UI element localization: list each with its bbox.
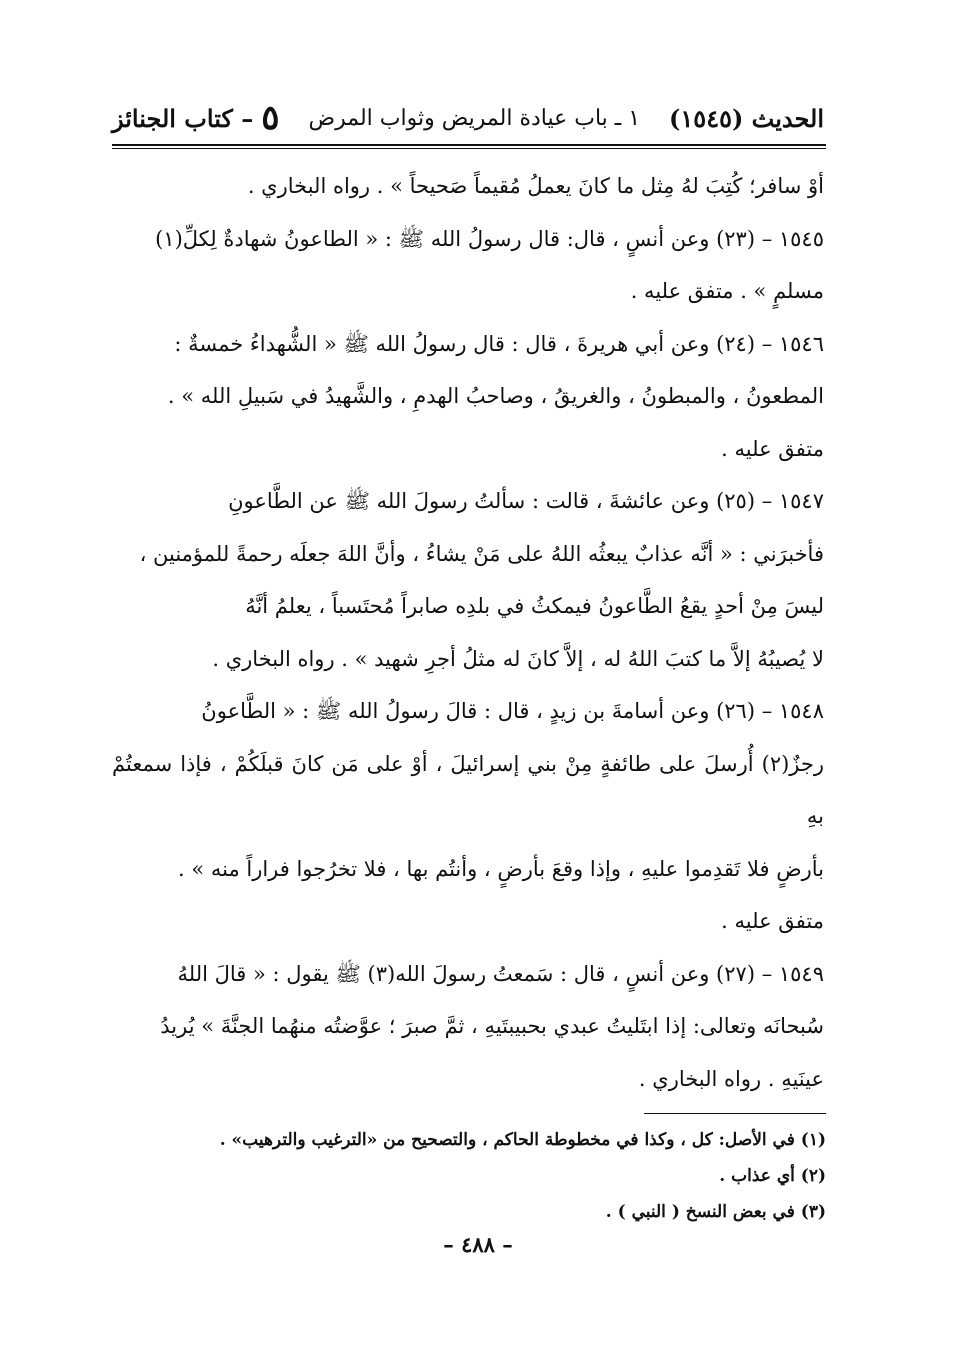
footnote-2: (٢) أي عذاب .	[719, 1166, 826, 1186]
section-title: ١ ـ باب عيادة المريض وثواب المرض	[308, 105, 641, 131]
text-line: فأخبرَني : « أنَّه عذابٌ يبعثُه اللهُ على مَنْ يشاءُ ، وأنَّ اللهَ جعلَه رحمةً للمؤمنين ،	[139, 541, 824, 566]
hadith-1547-line: ١٥٤٧ – (٢٥) وعن عائشةَ ، قالت : سألتُ رسولَ الله ﷺ عن الطَّاعونِ	[228, 489, 824, 513]
header-rule	[112, 144, 826, 149]
page-number: – ٤٨٨ –	[443, 1232, 513, 1257]
text-line: عينَيهِ . رواه البخاري .	[638, 1066, 824, 1091]
hadith-range: الحديث (١٥٤٥)	[669, 103, 824, 133]
text-line: المطعونُ ، والمبطونُ ، والغريقُ ، وصاحبُ الهدمِ ، والشَّهيدُ في سَبيلِ الله » .	[167, 384, 824, 408]
hadith-1548-line: ١٥٤٨ – (٢٦) وعن أسامةَ بن زيدٍ ، قال : قالَ رسولُ الله ﷺ : « الطَّاعونُ	[201, 699, 824, 723]
header-chapter	[112, 98, 280, 138]
text-line: ليسَ مِنْ أحدٍ يقعُ الطَّاعونُ فيمكثُ في بلدِه صابراً مُحتَسباً ، يعلمُ أنَّهُ	[245, 594, 824, 618]
text-line: مسلمٍ » . متفق عليه .	[630, 279, 824, 303]
footnote-3: (٣) في بعض النسخ ( النبي ) .	[605, 1202, 826, 1222]
footnote-rule	[644, 1113, 826, 1114]
hadith-1546-line: ١٥٤٦ – (٢٤) وعن أبي هريرةَ ، قال : قال رسولُ الله ﷺ « الشُّهداءُ خمسةٌ :	[174, 331, 824, 356]
chapter-number: ٥	[261, 98, 280, 138]
text-line: متفق عليه .	[721, 909, 824, 933]
text-line: لا يُصيبُهُ إلاَّ ما كتبَ اللهُ له ، إلاَّ كانَ له مثلُ أجرِ شهيد » . رواه البخاري .	[212, 646, 824, 671]
book-title: – كتاب الجنائز	[112, 103, 254, 133]
text-line: بأرضٍ فلا تَقدِموا عليهِ ، وإذا وقعَ بأرضٍ ، وأنتُم بها ، فلا تخرُجوا فراراً منه » .	[177, 856, 824, 881]
body-text	[112, 160, 824, 1105]
footnote-1: (١) في الأصل: كل ، وكذا في مخطوطة الحاكم ، والتصحيح من «الترغيب والترهيب» .	[219, 1130, 826, 1150]
text-line: متفق عليه .	[721, 436, 824, 461]
hadith-1545-line: ١٥٤٥ – (٢٣) وعن أنسٍ ، قال: قال رسولُ الله ﷺ : « الطاعونُ شهادةٌ لِكلِّ(١)	[155, 226, 824, 251]
hadith-1549-line: ١٥٤٩ – (٢٧) وعن أنسٍ ، قال : سَمعتُ رسولَ الله(٣) ﷺ يقول : « قالَ اللهُ	[177, 961, 824, 986]
running-header	[112, 96, 824, 140]
text-line: رجزٌ(٢) أُرسلَ على طائفةٍ مِنْ بني إسرائيلَ ، أوْ على مَن كانَ قبلَكُمْ ، فإذا سمعتُمْ بهِ	[112, 751, 824, 828]
footnotes	[140, 1122, 826, 1230]
text-line: سُبحانَه وتعالى: إذا ابتَليتُ عبدي بحبيبتَيهِ ، ثمَّ صبرَ ؛ عوَّضتُه منهُما الجنَّةَ » يُريدُ	[160, 1014, 824, 1038]
text-line: أوْ سافر؛ كُتِبَ لهُ مِثل ما كانَ يعملُ مُقيماً صَحيحاً » . رواه البخاري .	[247, 174, 824, 198]
